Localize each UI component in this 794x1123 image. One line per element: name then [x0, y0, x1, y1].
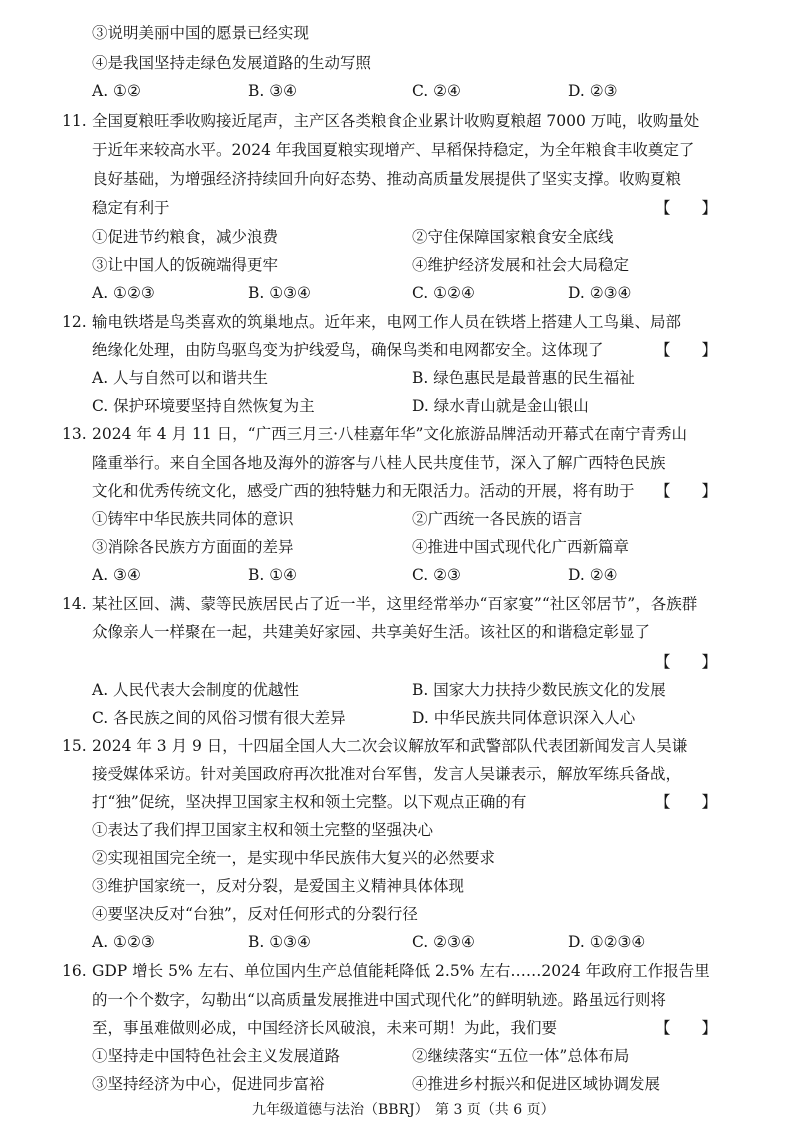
q15-option-d: D. ①②③④: [568, 933, 646, 951]
q16-item-3: ③坚持经济为中心，促进同步富裕: [92, 1075, 325, 1093]
q13-answer-bracket: 【 】: [655, 482, 718, 500]
q13-option-d: D. ②④: [568, 566, 618, 584]
q13-option-c: C. ②③: [412, 566, 461, 584]
q13-stem-line-2: 隆重举行。来自全国各地及海外的游客与八桂人民共度佳节，深入了解广西特色民族: [92, 454, 666, 472]
q11-option-c: C. ①②④: [412, 284, 475, 302]
q15-stem-line-2: 接受媒体采访。针对美国政府再次批准对台军售，发言人吴谦表示，解放军练兵备战，: [92, 765, 682, 783]
q11-stem-line-3: 良好基础，为增强经济持续回升向好态势、推动高质量发展提供了坚实支撑。收购夏粮: [92, 170, 682, 188]
q14-stem-line-1: 某社区回、满、蒙等民族居民占了近一半，这里经常举办“百家宴”“社区邻居节”，各族群: [92, 595, 698, 613]
q16-item-1: ①坚持走中国特色社会主义发展道路: [92, 1047, 341, 1065]
q11-option-b: B. ①③④: [248, 284, 311, 302]
q16-number: 16.: [62, 962, 87, 980]
q11-item-4: ④维护经济发展和社会大局稳定: [412, 256, 630, 274]
q16-stem-line-3: 至，事虽难做则必成，中国经济长风破浪，未来可期！为此，我们要: [92, 1019, 558, 1037]
q11-item-3: ③让中国人的饭碗端得更牢: [92, 256, 279, 274]
q10-item-4: ④是我国坚持走绿色发展道路的生动写照: [92, 54, 372, 72]
q14-option-c: C. 各民族之间的风俗习惯有很大差异: [92, 709, 346, 727]
q15-stem-line-1: 2024 年 3 月 9 日，十四届全国人大二次会议解放军和武警部队代表团新闻发言人吴谦: [92, 737, 688, 755]
q10-option-b: B. ③④: [248, 82, 298, 100]
q16-item-4: ④推进乡村振兴和促进区域协调发展: [412, 1075, 661, 1093]
q14-option-d: D. 中华民族共同体意识深入人心: [412, 709, 636, 727]
q13-number: 13.: [62, 425, 87, 443]
q12-answer-bracket: 【 】: [655, 341, 718, 359]
q13-item-2: ②广西统一各民族的语言: [412, 510, 583, 528]
q12-option-d: D. 绿水青山就是金山银山: [412, 397, 589, 415]
q13-option-b: B. ①④: [248, 566, 298, 584]
q15-item-1: ①表达了我们捍卫国家主权和领土完整的坚强决心: [92, 821, 434, 839]
q11-option-a: A. ①②③: [92, 284, 155, 302]
q12-option-b: B. 绿色惠民是最普惠的民生福祉: [412, 369, 635, 387]
footer-subject: 九年级道德与法治（BBRJ）: [252, 1102, 429, 1118]
q15-answer-bracket: 【 】: [655, 793, 718, 811]
q13-item-4: ④推进中国式现代化广西新篇章: [412, 538, 630, 556]
q14-stem-line-2: 众像亲人一样聚在一起，共建美好家园、共享美好生活。该社区的和谐稳定彰显了: [92, 623, 651, 641]
q15-item-3: ③维护国家统一，反对分裂，是爱国主义精神具体体现: [92, 877, 465, 895]
q13-stem-line-3: 文化和优秀传统文化，感受广西的独特魅力和无限活力。活动的开展，将有助于: [92, 482, 635, 500]
q10-option-c: C. ②④: [412, 82, 461, 100]
q13-option-a: A. ③④: [92, 566, 141, 584]
q15-option-b: B. ①③④: [248, 933, 311, 951]
q14-number: 14.: [62, 595, 87, 613]
q15-option-a: A. ①②③: [92, 933, 155, 951]
q10-item-3: ③说明美丽中国的愿景已经实现: [92, 24, 310, 42]
q11-stem-line-2: 于近年来较高水平。2024 年我国夏粮实现增产、早稻保持稳定，为全年粮食丰收奠定了: [92, 141, 695, 159]
q16-item-2: ②继续落实“五位一体”总体布局: [412, 1047, 630, 1065]
q11-item-1: ①促进节约粮食，减少浪费: [92, 228, 279, 246]
q15-item-4: ④要坚决反对“台独”，反对任何形式的分裂行径: [92, 905, 418, 923]
q10-option-d: D. ②③: [568, 82, 618, 100]
footer-page-number: 第 3 页（共 6 页）: [435, 1102, 555, 1118]
q15-number: 15.: [62, 737, 87, 755]
q15-stem-line-3: 打“独”促统，坚决捍卫国家主权和领土完整。以下观点正确的有: [92, 793, 527, 811]
q15-option-c: C. ②③④: [412, 933, 475, 951]
q14-option-a: A. 人民代表大会制度的优越性: [92, 681, 300, 699]
q11-stem-line-4: 稳定有利于: [92, 199, 170, 217]
q12-number: 12.: [62, 313, 87, 331]
q14-answer-bracket: 【 】: [655, 653, 718, 671]
q13-item-1: ①铸牢中华民族共同体的意识: [92, 510, 294, 528]
q16-stem-line-1: GDP 增长 5% 左右、单位国内生产总值能耗降低 2.5% 左右……2024 年政府工作报告里: [92, 962, 710, 980]
q13-stem-line-1: 2024 年 4 月 11 日，“广西三月三·八桂嘉年华”文化旅游品牌活动开幕式在南宁青秀山: [92, 425, 687, 443]
q11-stem-line-1: 全国夏粮旺季收购接近尾声，主产区各类粮食企业累计收购夏粮超 7000 万吨，收购量处: [92, 112, 700, 130]
q11-option-d: D. ②③④: [568, 284, 632, 302]
q12-option-c: C. 保护环境要坚持自然恢复为主: [92, 397, 315, 415]
q11-answer-bracket: 【 】: [655, 199, 718, 217]
q11-item-2: ②守住保障国家粮食安全底线: [412, 228, 614, 246]
q16-stem-line-2: 的一个个数字，勾勒出“以高质量发展推进中国式现代化”的鲜明轨迹。路虽远行则将: [92, 991, 666, 1009]
q11-number: 11.: [62, 112, 87, 130]
q16-answer-bracket: 【 】: [655, 1019, 718, 1037]
q15-item-2: ②实现祖国完全统一，是实现中华民族伟大复兴的必然要求: [92, 849, 496, 867]
q12-stem-line-1: 输电铁塔是鸟类喜欢的筑巢地点。近年来，电网工作人员在铁塔上搭建人工鸟巢、局部: [92, 313, 682, 331]
q10-option-a: A. ①②: [92, 82, 141, 100]
q13-item-3: ③消除各民族方方面面的差异: [92, 538, 294, 556]
q12-option-a: A. 人与自然可以和谐共生: [92, 369, 269, 387]
q14-option-b: B. 国家大力扶持少数民族文化的发展: [412, 681, 666, 699]
q12-stem-line-2: 绝缘化处理，由防鸟驱鸟变为护线爱鸟，确保鸟类和电网都安全。这体现了: [92, 341, 604, 359]
